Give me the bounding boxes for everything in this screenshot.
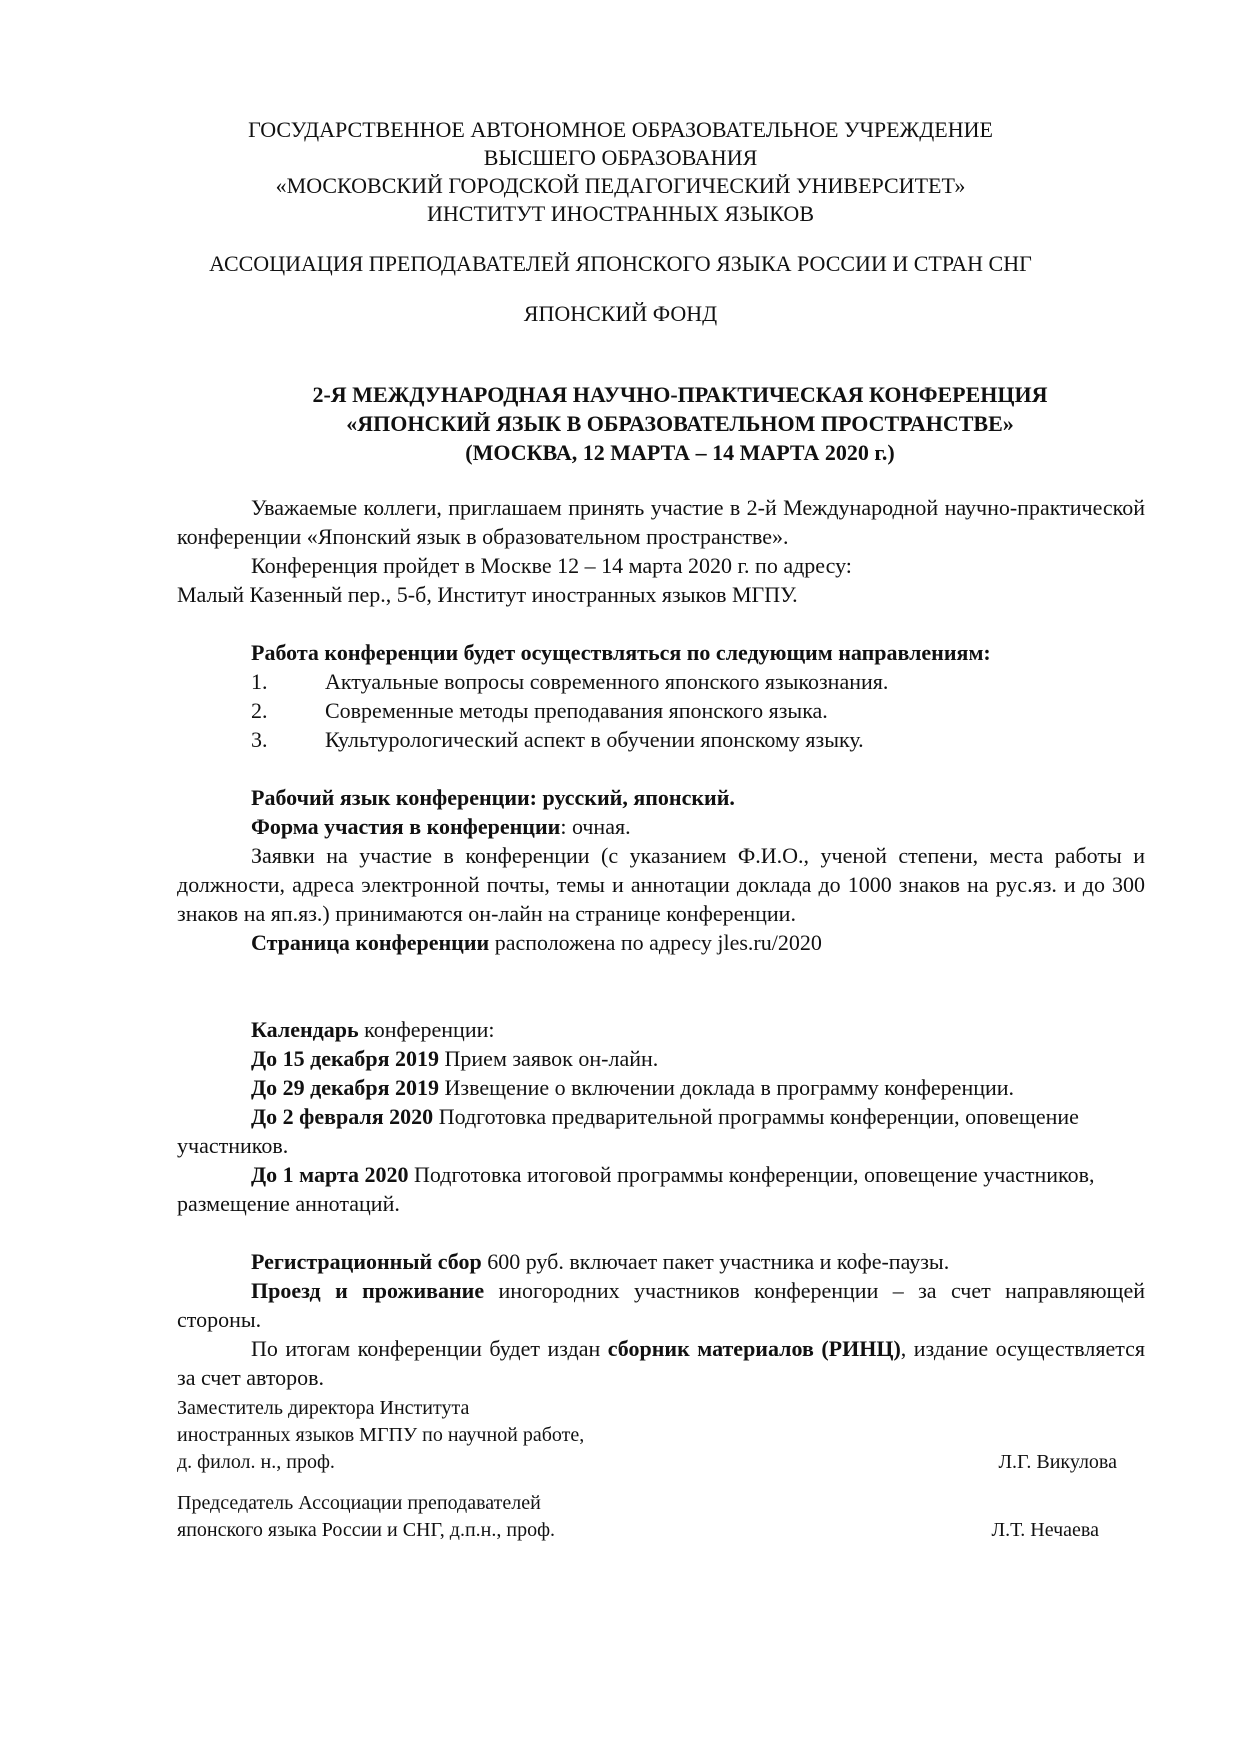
signature-block — [177, 1395, 1117, 1476]
signature-title-line: японского языка России и СНГ, д.п.н., проф. — [177, 1519, 556, 1541]
conference-page-line: Страница конференции расположена по адресу jles.ru/2020 — [251, 930, 822, 955]
document-body — [177, 493, 1145, 1392]
venue-address: Малый Казенный пер., 5-б, Институт иностранных языков МГПУ. — [177, 582, 798, 607]
signature-title-line: Председатель Ассоциации преподавателей — [177, 1492, 541, 1514]
list-text: Современные методы преподавания японского языка. — [325, 698, 828, 723]
conference-title — [200, 380, 1160, 467]
header-line: ВЫСШЕГО ОБРАЗОВАНИЯ — [483, 145, 758, 170]
venue-line: Конференция пройдет в Москве 12 – 14 марта 2020 г. по адресу: — [251, 553, 852, 578]
conference-title-line: (МОСКВА, 12 МАРТА – 14 МАРТА 2020 г.) — [465, 440, 895, 465]
header-line: ИНСТИТУТ ИНОСТРАННЫХ ЯЗЫКОВ — [427, 201, 814, 226]
list-item — [177, 696, 1145, 725]
signatory-name: Л.Т. Нечаева — [991, 1519, 1099, 1541]
list-number: 2. — [251, 698, 268, 723]
calendar-entry: До 15 декабря 2019 Прием заявок он-лайн. — [251, 1046, 659, 1071]
registration-fee: Регистрационный сбор 600 руб. включает пакет участника и кофе-паузы. — [251, 1249, 950, 1274]
association-name: АССОЦИАЦИЯ ПРЕПОДАВАТЕЛЕЙ ЯПОНСКОГО ЯЗЫКА РОССИИ И СТРАН СНГ — [209, 251, 1032, 276]
list-item — [177, 725, 1145, 754]
calendar-entry: До 2 февраля 2020 Подготовка предварительной программы конференции, оповещение участников. — [177, 1104, 1079, 1158]
list-number: 1. — [251, 669, 268, 694]
list-text: Культурологический аспект в обучении японскому языку. — [325, 727, 864, 752]
invitation-paragraph: Уважаемые коллеги, приглашаем принять участие в 2-й Международной научно-практической конференции «Японский язык в образовательном пространстве». — [177, 495, 1145, 549]
header-line: «МОСКОВСКИЙ ГОРОДСКОЙ ПЕДАГОГИЧЕСКИЙ УНИВЕРСИТЕТ» — [275, 173, 966, 198]
conference-title-line: 2-Я МЕЖДУНАРОДНАЯ НАУЧНО-ПРАКТИЧЕСКАЯ КОНФЕРЕНЦИЯ — [312, 382, 1048, 407]
header-line: ГОСУДАРСТВЕННОЕ АВТОНОМНОЕ ОБРАЗОВАТЕЛЬНОЕ УЧРЕЖДЕНИЕ — [248, 117, 993, 142]
working-language: Рабочий язык конференции: русский, японский. — [251, 785, 735, 810]
calendar-entry: До 1 марта 2020 Подготовка итоговой программы конференции, оповещение участников, размещение аннотаций. — [177, 1162, 1095, 1216]
participation-form: Форма участия в конференции: очная. — [251, 814, 631, 839]
fund-name: ЯПОНСКИЙ ФОНД — [523, 301, 718, 326]
signatory-name: Л.Г. Викулова — [998, 1451, 1117, 1473]
conference-title-line: «ЯПОНСКИЙ ЯЗЫК В ОБРАЗОВАТЕЛЬНОМ ПРОСТРАНСТВЕ» — [346, 411, 1014, 436]
document-header — [0, 116, 1241, 328]
proceedings-paragraph: По итогам конференции будет издан сборник материалов (РИНЦ), издание осуществляется за счет авторов. — [177, 1336, 1145, 1390]
signature-title-line: д. филол. н., проф. — [177, 1451, 335, 1473]
list-item — [177, 667, 1145, 696]
list-text: Актуальные вопросы современного японского языкознания. — [325, 669, 889, 694]
signature-block — [177, 1490, 1099, 1544]
signature-title-line: Заместитель директора Института — [177, 1397, 470, 1419]
applications-paragraph: Заявки на участие в конференции (с указанием Ф.И.О., ученой степени, места работы и должности, адреса электронной почты, темы и аннотации доклада до 1000 знаков на рус.яз. и до 300 знаков на яп.яз.) принимаются он-лайн на странице конференции. — [177, 843, 1145, 926]
travel-accommodation: Проезд и проживание иногородних участников конференции – за счет направляющей стороны. — [177, 1278, 1145, 1332]
list-number: 3. — [251, 727, 268, 752]
calendar-heading: Календарь конференции: — [251, 1017, 495, 1042]
signature-title-line: иностранных языков МГПУ по научной работе, — [177, 1424, 585, 1446]
directions-heading: Работа конференции будет осуществляться по следующим направлениям: — [251, 640, 991, 665]
calendar-entry: До 29 декабря 2019 Извещение о включении доклада в программу конференции. — [251, 1075, 1015, 1100]
